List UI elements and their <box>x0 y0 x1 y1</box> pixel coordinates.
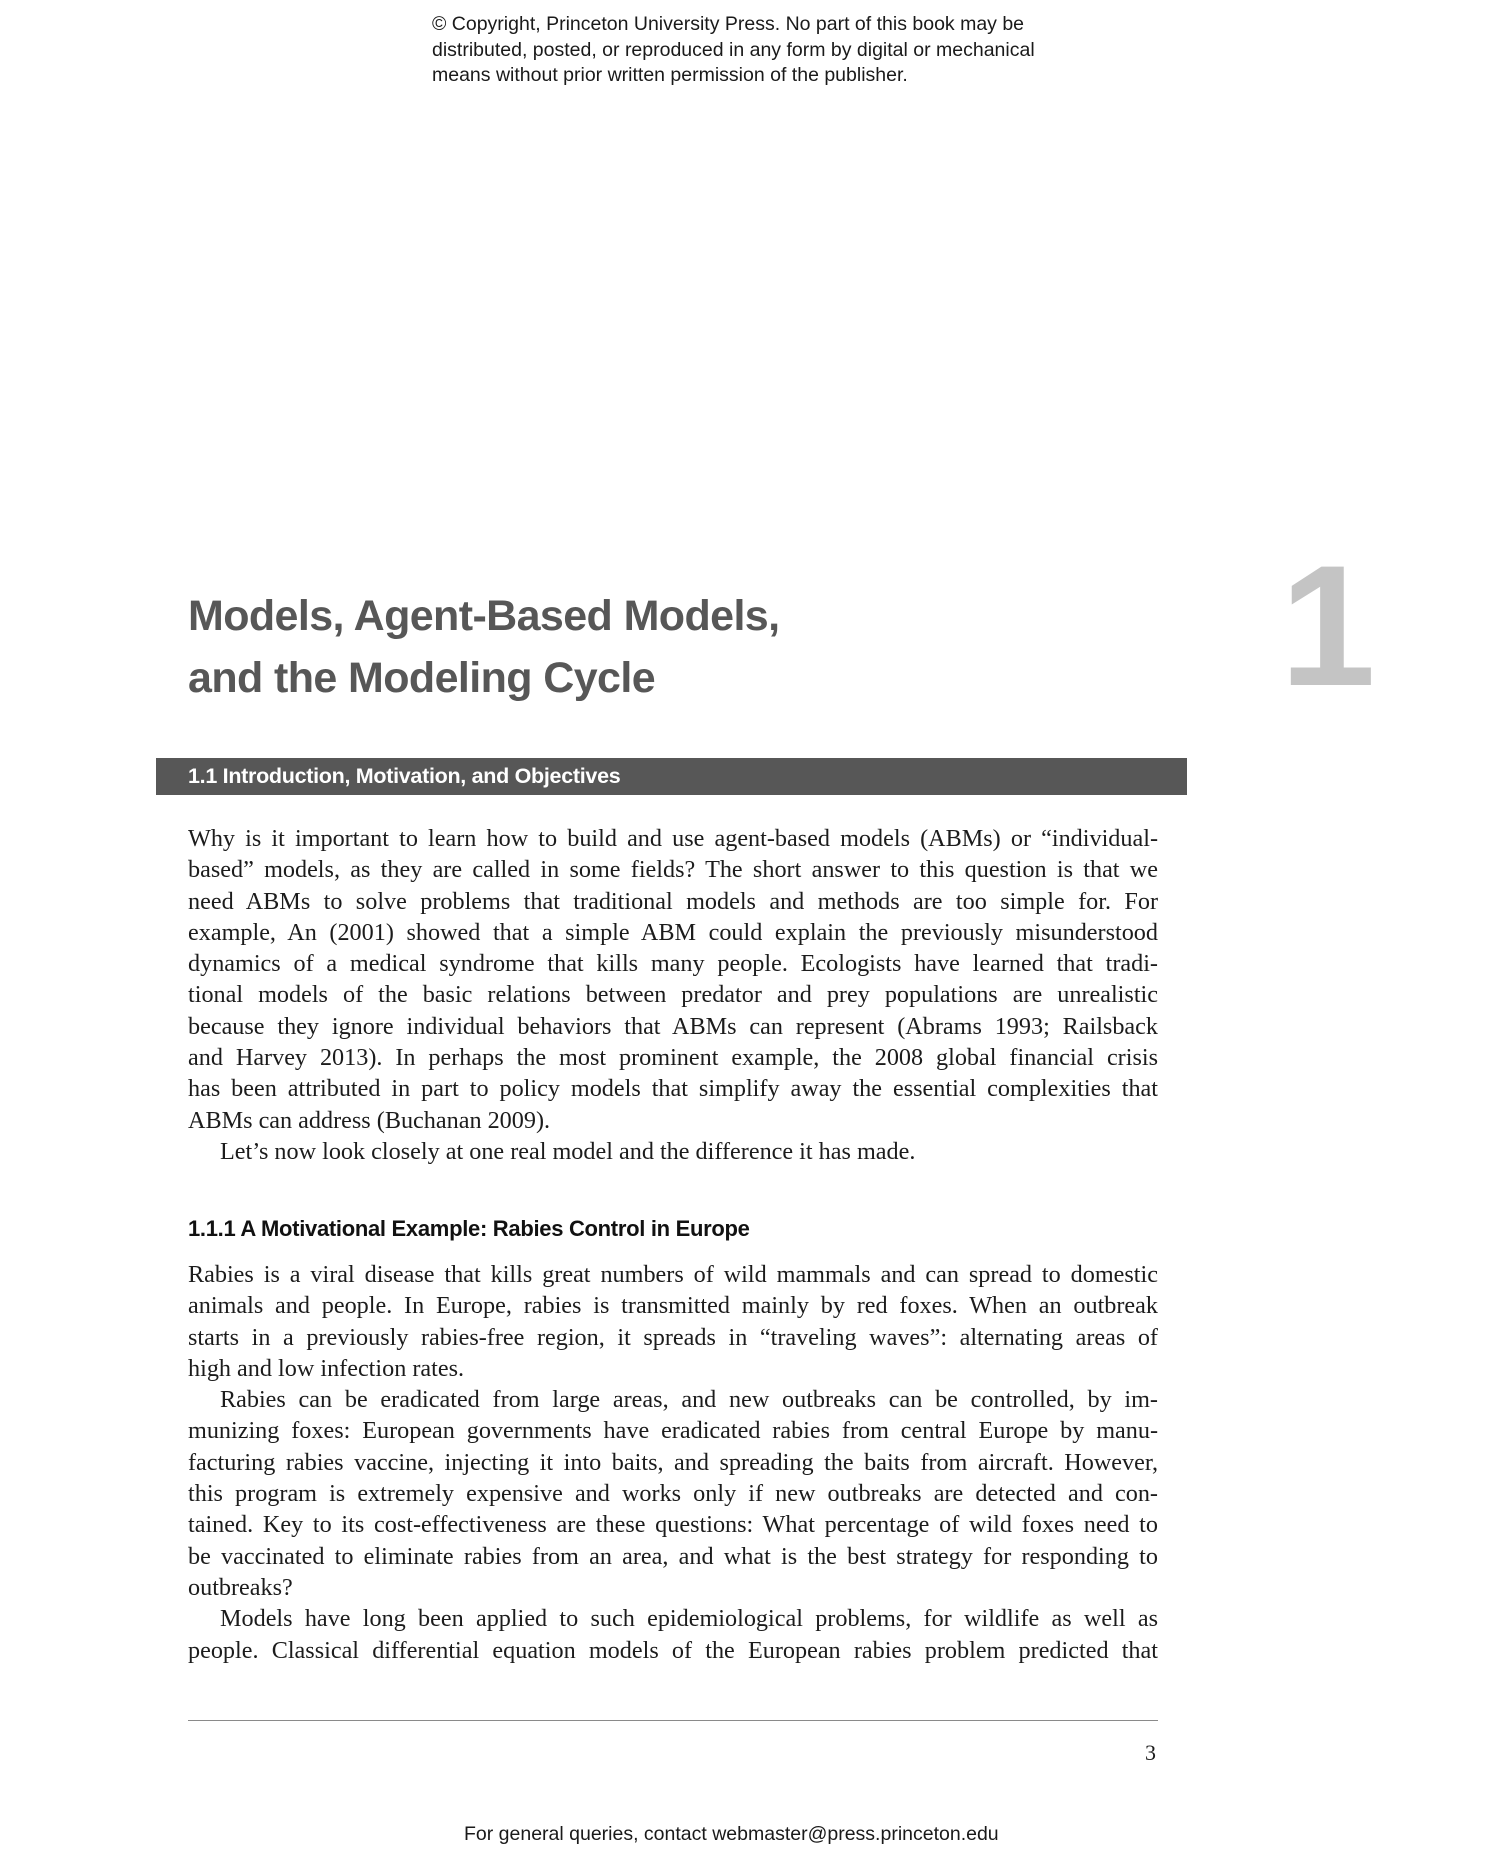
page-number: 3 <box>1145 1740 1156 1765</box>
text-line: starts in a previously rabies-free region, it spreads in “traveling waves”: alternating areas of <box>188 1323 1158 1351</box>
text-line: tained. Key to its cost-effectiveness are these questions: What percentage of wild foxes need to <box>188 1511 1158 1539</box>
text-line: munizing foxes: European governments have eradicated rabies from central Europe by manu- <box>188 1417 1158 1445</box>
text-line: because they ignore individual behaviors that ABMs can represent (Abrams 1993; Railsback <box>188 1012 1158 1040</box>
text-line: need ABMs to solve problems that traditional models and methods are too simple for. For <box>188 887 1158 915</box>
text-line: tional models of the basic relations between predator and prey populations are unrealistic <box>188 981 1158 1009</box>
text-line: Rabies can be eradicated from large areas, and new outbreaks can be controlled, by im- <box>220 1386 1158 1414</box>
copyright-line: © Copyright, Princeton University Press. No part of this book may be <box>432 13 1025 35</box>
text-line: be vaccinated to eliminate rabies from an area, and what is the best strategy for responding to <box>188 1542 1158 1570</box>
section-heading: 1.1 Introduction, Motivation, and Objectives <box>188 764 621 788</box>
footer-divider <box>188 1720 1158 1721</box>
text-line: this program is extremely expensive and works only if new outbreaks are detected and con- <box>188 1480 1158 1508</box>
chapter-title-line: Models, Agent-Based Models, <box>188 592 780 640</box>
chapter-title <box>188 585 1088 709</box>
text-line: Rabies is a viral disease that kills great numbers of wild mammals and can spread to domestic <box>188 1261 1158 1288</box>
text-line: people. Classical differential equation models of the European rabies problem predicted that <box>188 1636 1158 1664</box>
text-line: Models have long been applied to such epidemiological problems, for wildlife as well as <box>220 1605 1158 1633</box>
text-line: has been attributed in part to policy models that simplify away the essential complexities that <box>188 1075 1158 1103</box>
chapter-title-line: and the Modeling Cycle <box>188 654 656 702</box>
text-line: ABMs can address (Buchanan 2009). <box>188 1106 551 1134</box>
subsection-heading: 1.1.1 A Motivational Example: Rabies Control in Europe <box>188 1216 750 1241</box>
text-line: Why is it important to learn how to build and use agent-based models (ABMs) or “individual- <box>188 825 1158 852</box>
chapter-number: 1 <box>1280 530 1370 722</box>
subsection-body <box>188 1259 1158 1666</box>
text-line: and Harvey 2013). In perhaps the most prominent example, the 2008 global financial crisis <box>188 1044 1158 1072</box>
text-line: high and low infection rates. <box>188 1354 465 1382</box>
text-line: dynamics of a medical syndrome that kills many people. Ecologists have learned that tradi- <box>188 950 1158 978</box>
copyright-line: means without prior written permission of the publisher. <box>432 64 908 86</box>
text-line: outbreaks? <box>188 1573 293 1601</box>
footer-contact-text: For general queries, contact webmaster@press.princeton.edu <box>464 1823 999 1845</box>
copyright-notice <box>432 12 1112 89</box>
section-body <box>188 823 1158 1167</box>
copyright-line: distributed, posted, or reproduced in any form by digital or mechanical <box>432 38 1035 61</box>
text-line: Let’s now look closely at one real model and the difference it has made. <box>220 1137 916 1165</box>
text-line: example, An (2001) showed that a simple ABM could explain the previously misunderstood <box>188 918 1158 946</box>
text-line: facturing rabies vaccine, injecting it into baits, and spreading the baits from aircraft. However, <box>188 1448 1158 1476</box>
section-heading-bar <box>156 758 1187 795</box>
text-line: animals and people. In Europe, rabies is transmitted mainly by red foxes. When an outbreak <box>188 1292 1158 1320</box>
text-line: based” models, as they are called in some fields? The short answer to this question is that we <box>188 856 1158 884</box>
